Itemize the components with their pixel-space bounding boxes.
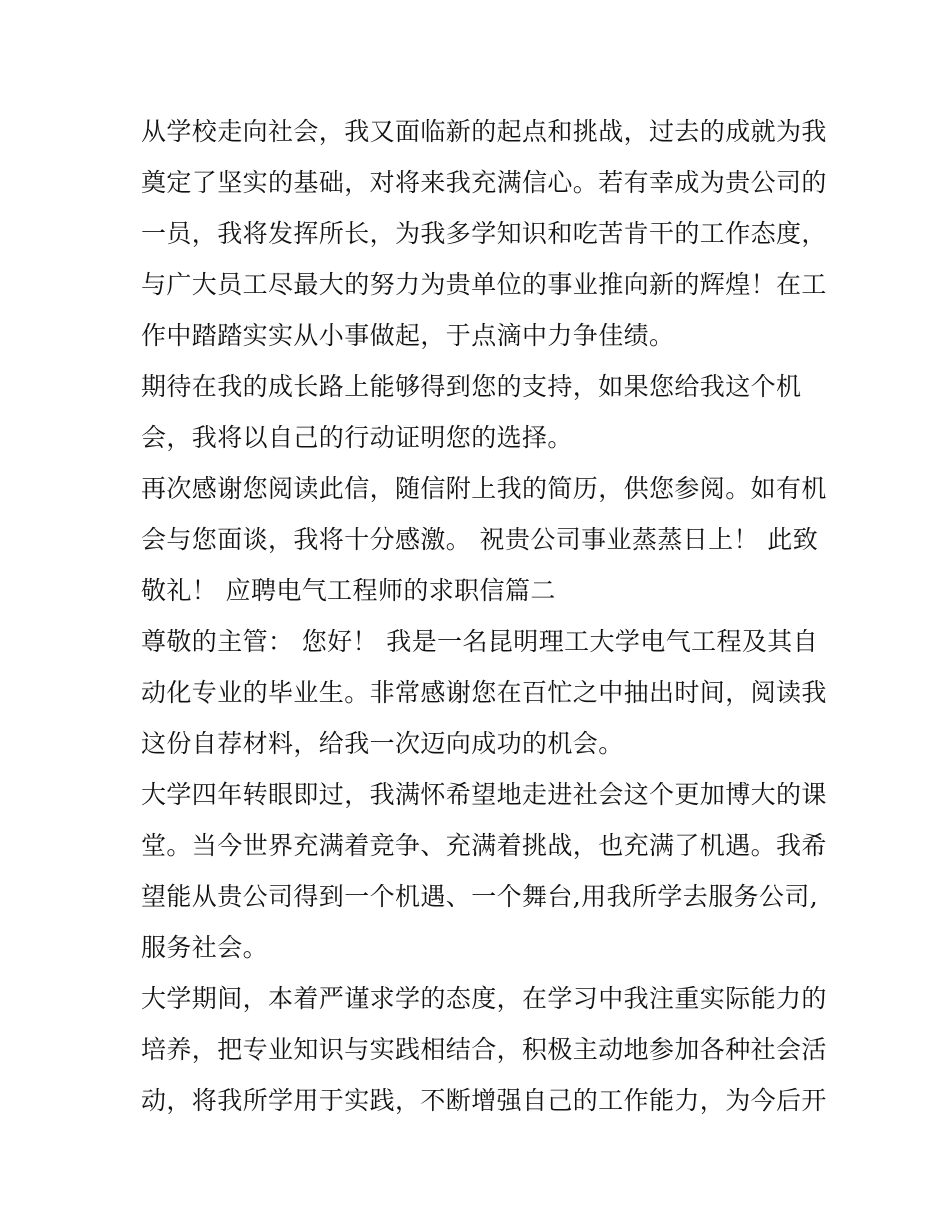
text-line: 大学四年转眼即过，我满怀希望地走进社会这个更加博大的课 <box>141 780 827 809</box>
text-line: 大学期间，本着严谨求学的态度，在学习中我注重实际能力的 <box>141 984 827 1013</box>
text-line: 作中踏踏实实从小事做起，于点滴中力争佳绩。 <box>141 321 675 350</box>
text-line: 动，将我所学用于实践，不断增强自己的工作能力，为今后开 <box>141 1086 827 1115</box>
document-body <box>141 106 827 1126</box>
text-line: 再次感谢您阅读此信，随信附上我的简历，供您参阅。如有机 <box>141 474 827 503</box>
text-line: 奠定了坚实的基础，对将来我充满信心。若有幸成为贵公司的 <box>141 168 827 197</box>
text-line: 尊敬的主管： 您好！ 我是一名昆明理工大学电气工程及其自 <box>141 627 819 656</box>
text-line: 一员，我将发挥所长，为我多学知识和吃苦肯干的工作态度， <box>141 219 827 248</box>
text-line: 会，我将以自己的行动证明您的选择。 <box>141 423 573 452</box>
text-line: 培养，把专业知识与实践相结合，积极主动地参加各种社会活 <box>141 1035 827 1064</box>
text-line: 望能从贵公司得到一个机遇、一个舞台,用我所学去服务公司, <box>141 882 819 911</box>
text-line: 与广大员工尽最大的努力为贵单位的事业推向新的辉煌！在工 <box>141 270 827 299</box>
text-line: 期待在我的成长路上能够得到您的支持，如果您给我这个机 <box>141 372 802 401</box>
text-line: 动化专业的毕业生。非常感谢您在百忙之中抽出时间，阅读我 <box>141 678 827 707</box>
text-line: 服务社会。 <box>141 933 269 962</box>
text-line: 从学校走向社会，我又面临新的起点和挑战，过去的成就为我 <box>141 117 827 146</box>
text-line: 会与您面谈，我将十分感激。 祝贵公司事业蒸蒸日上！ 此致 <box>141 525 819 554</box>
text-line: 敬礼！ 应聘电气工程师的求职信篇二 <box>141 576 556 605</box>
text-line: 堂。当今世界充满着竞争、充满着挑战，也充满了机遇。我希 <box>141 831 827 860</box>
text-line: 这份自荐材料，给我一次迈向成功的机会。 <box>141 729 624 758</box>
